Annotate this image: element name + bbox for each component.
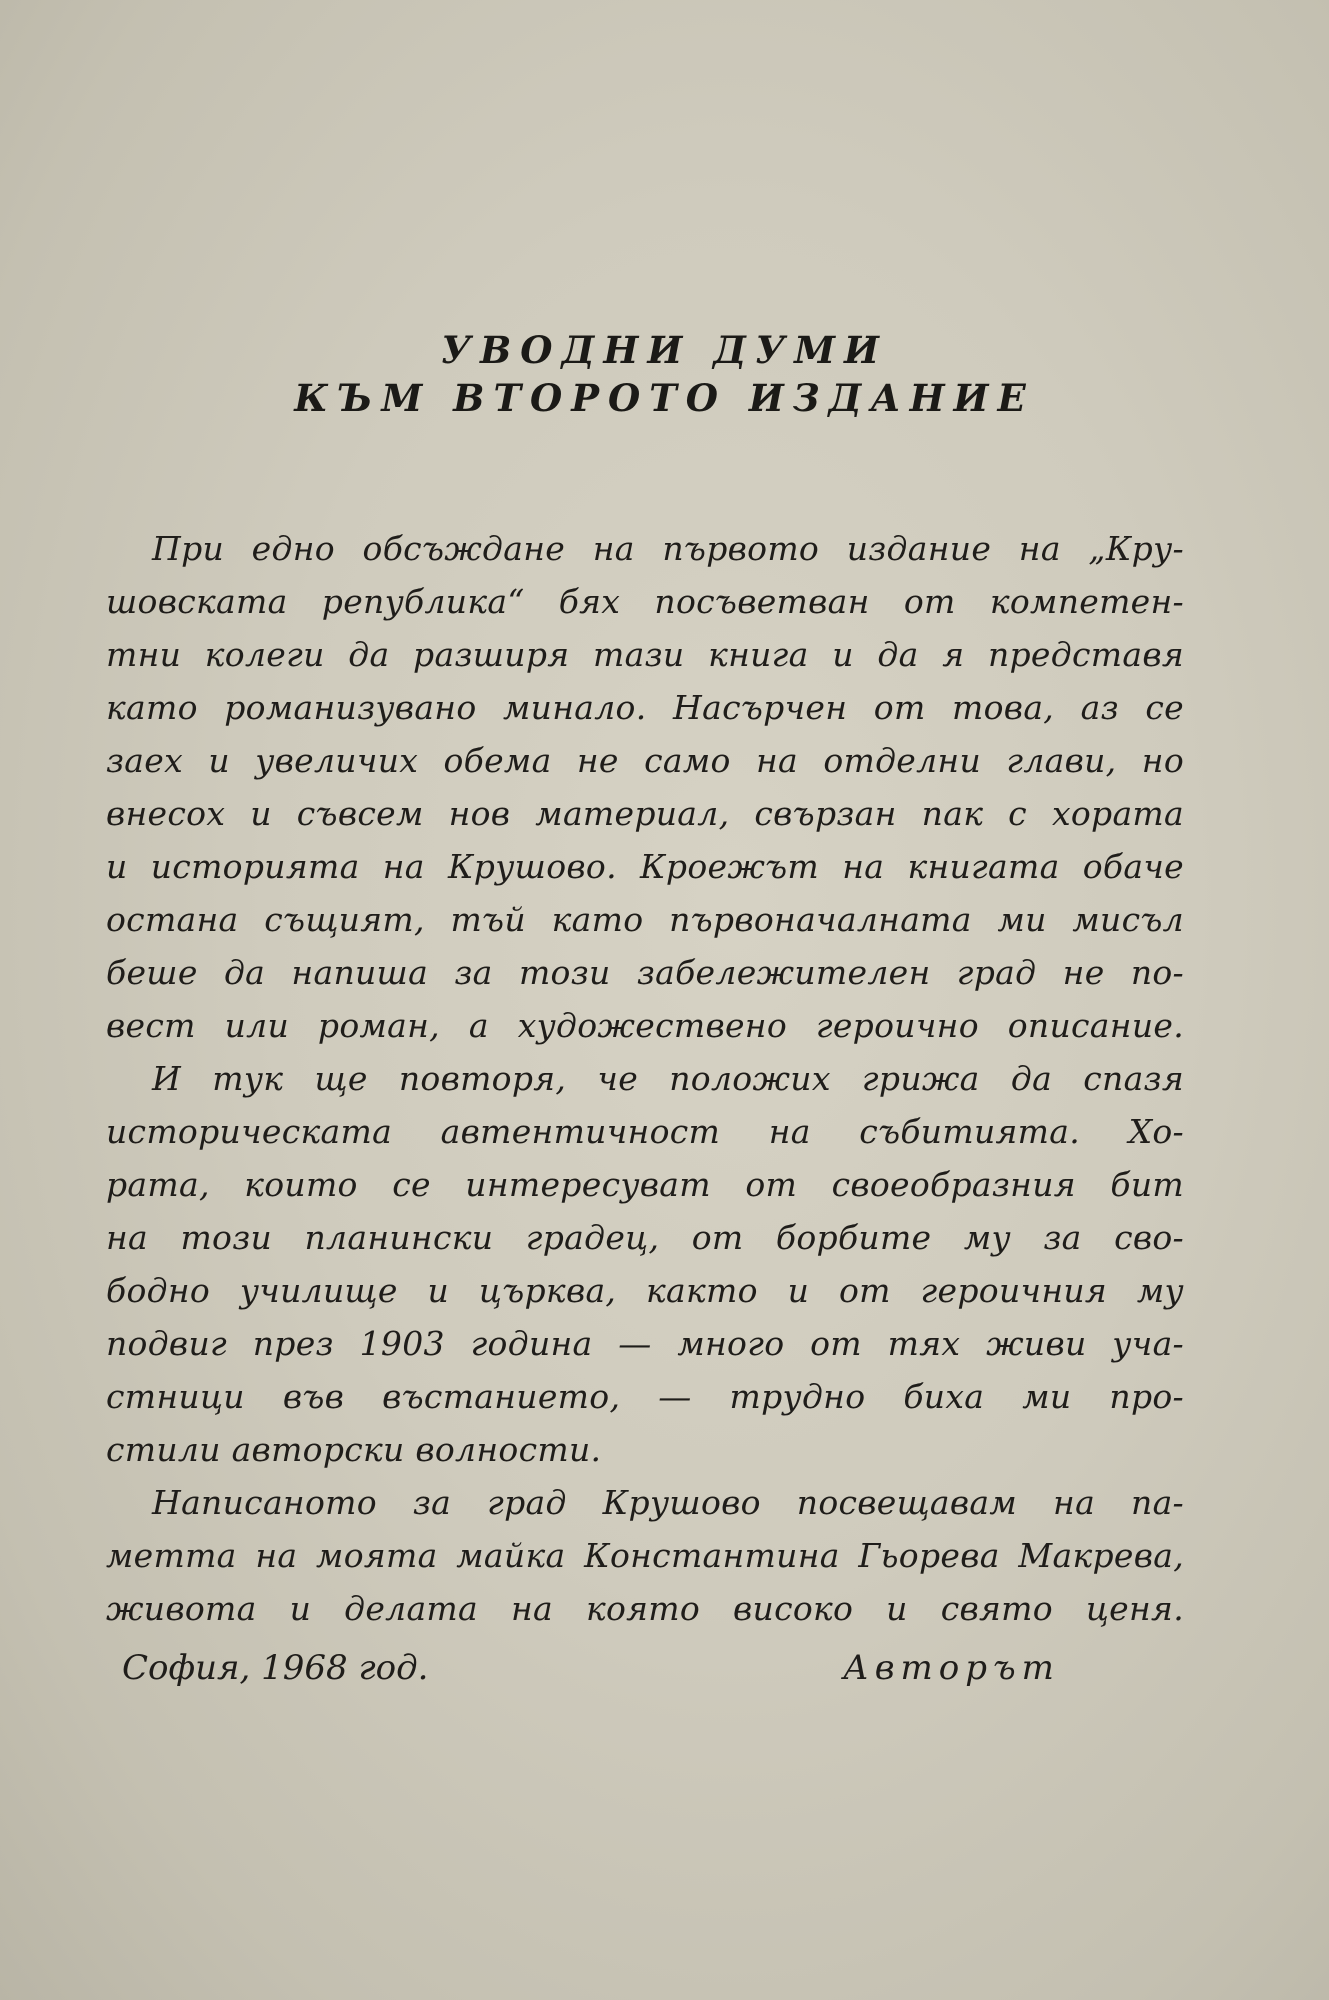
text-line: Написаното за град Крушово посвещавам на па- [152, 1483, 1184, 1522]
text-line: остана същият, тъй като първоначалната ми мисъл [106, 900, 1184, 939]
text-line: При едно обсъждане на първото издание на „Кру- [152, 529, 1184, 568]
text-line: рата, които се интересуват от своеобразния бит [106, 1165, 1184, 1204]
heading-line-1: УВОДНИ ДУМИ [440, 328, 889, 372]
text-line: и историята на Крушово. Кроежът на книгата обаче [106, 847, 1184, 886]
text-line: внесох и съвсем нов материал, свързан пак с хората [106, 794, 1184, 833]
place-and-date: София, 1968 год. [122, 1648, 429, 1688]
text-line: като романизувано минало. Насърчен от това, аз се [106, 688, 1184, 727]
text-line: тни колеги да разширя тази книга и да я представя [106, 635, 1184, 674]
author-signature: Авторът [843, 1648, 1060, 1688]
text-line: историческата автентичност на събитията. Хо- [106, 1112, 1184, 1151]
text-line: вест или роман, а художествено героично описание. [106, 1006, 1184, 1045]
text-line: подвиг през 1903 година — много от тях живи уча- [106, 1324, 1184, 1363]
text-line: бодно училище и църква, както и от героичния му [106, 1271, 1184, 1310]
preface-body [106, 522, 1184, 1635]
text-line: на този планински градец, от борбите му за сво- [106, 1218, 1184, 1257]
heading-line-2: КЪМ ВТОРОТО ИЗДАНИЕ [294, 376, 1035, 420]
text-line: стници във въстанието, — трудно биха ми про- [106, 1377, 1184, 1416]
text-line: И тук ще повторя, че положих грижа да спазя [152, 1059, 1184, 1098]
text-line: стили авторски волности. [106, 1430, 602, 1469]
text-line: метта на моята майка Константина Гьорева Макрева, [106, 1536, 1184, 1575]
text-line: заех и увеличих обема не само на отделни глави, но [106, 741, 1184, 780]
text-line: живота и делата на която високо и свято ценя. [106, 1589, 1184, 1628]
text-line: беше да напиша за този забележителен град не по- [106, 953, 1184, 992]
text-line: шовската република“ бях посъветван от компетен- [106, 582, 1184, 621]
